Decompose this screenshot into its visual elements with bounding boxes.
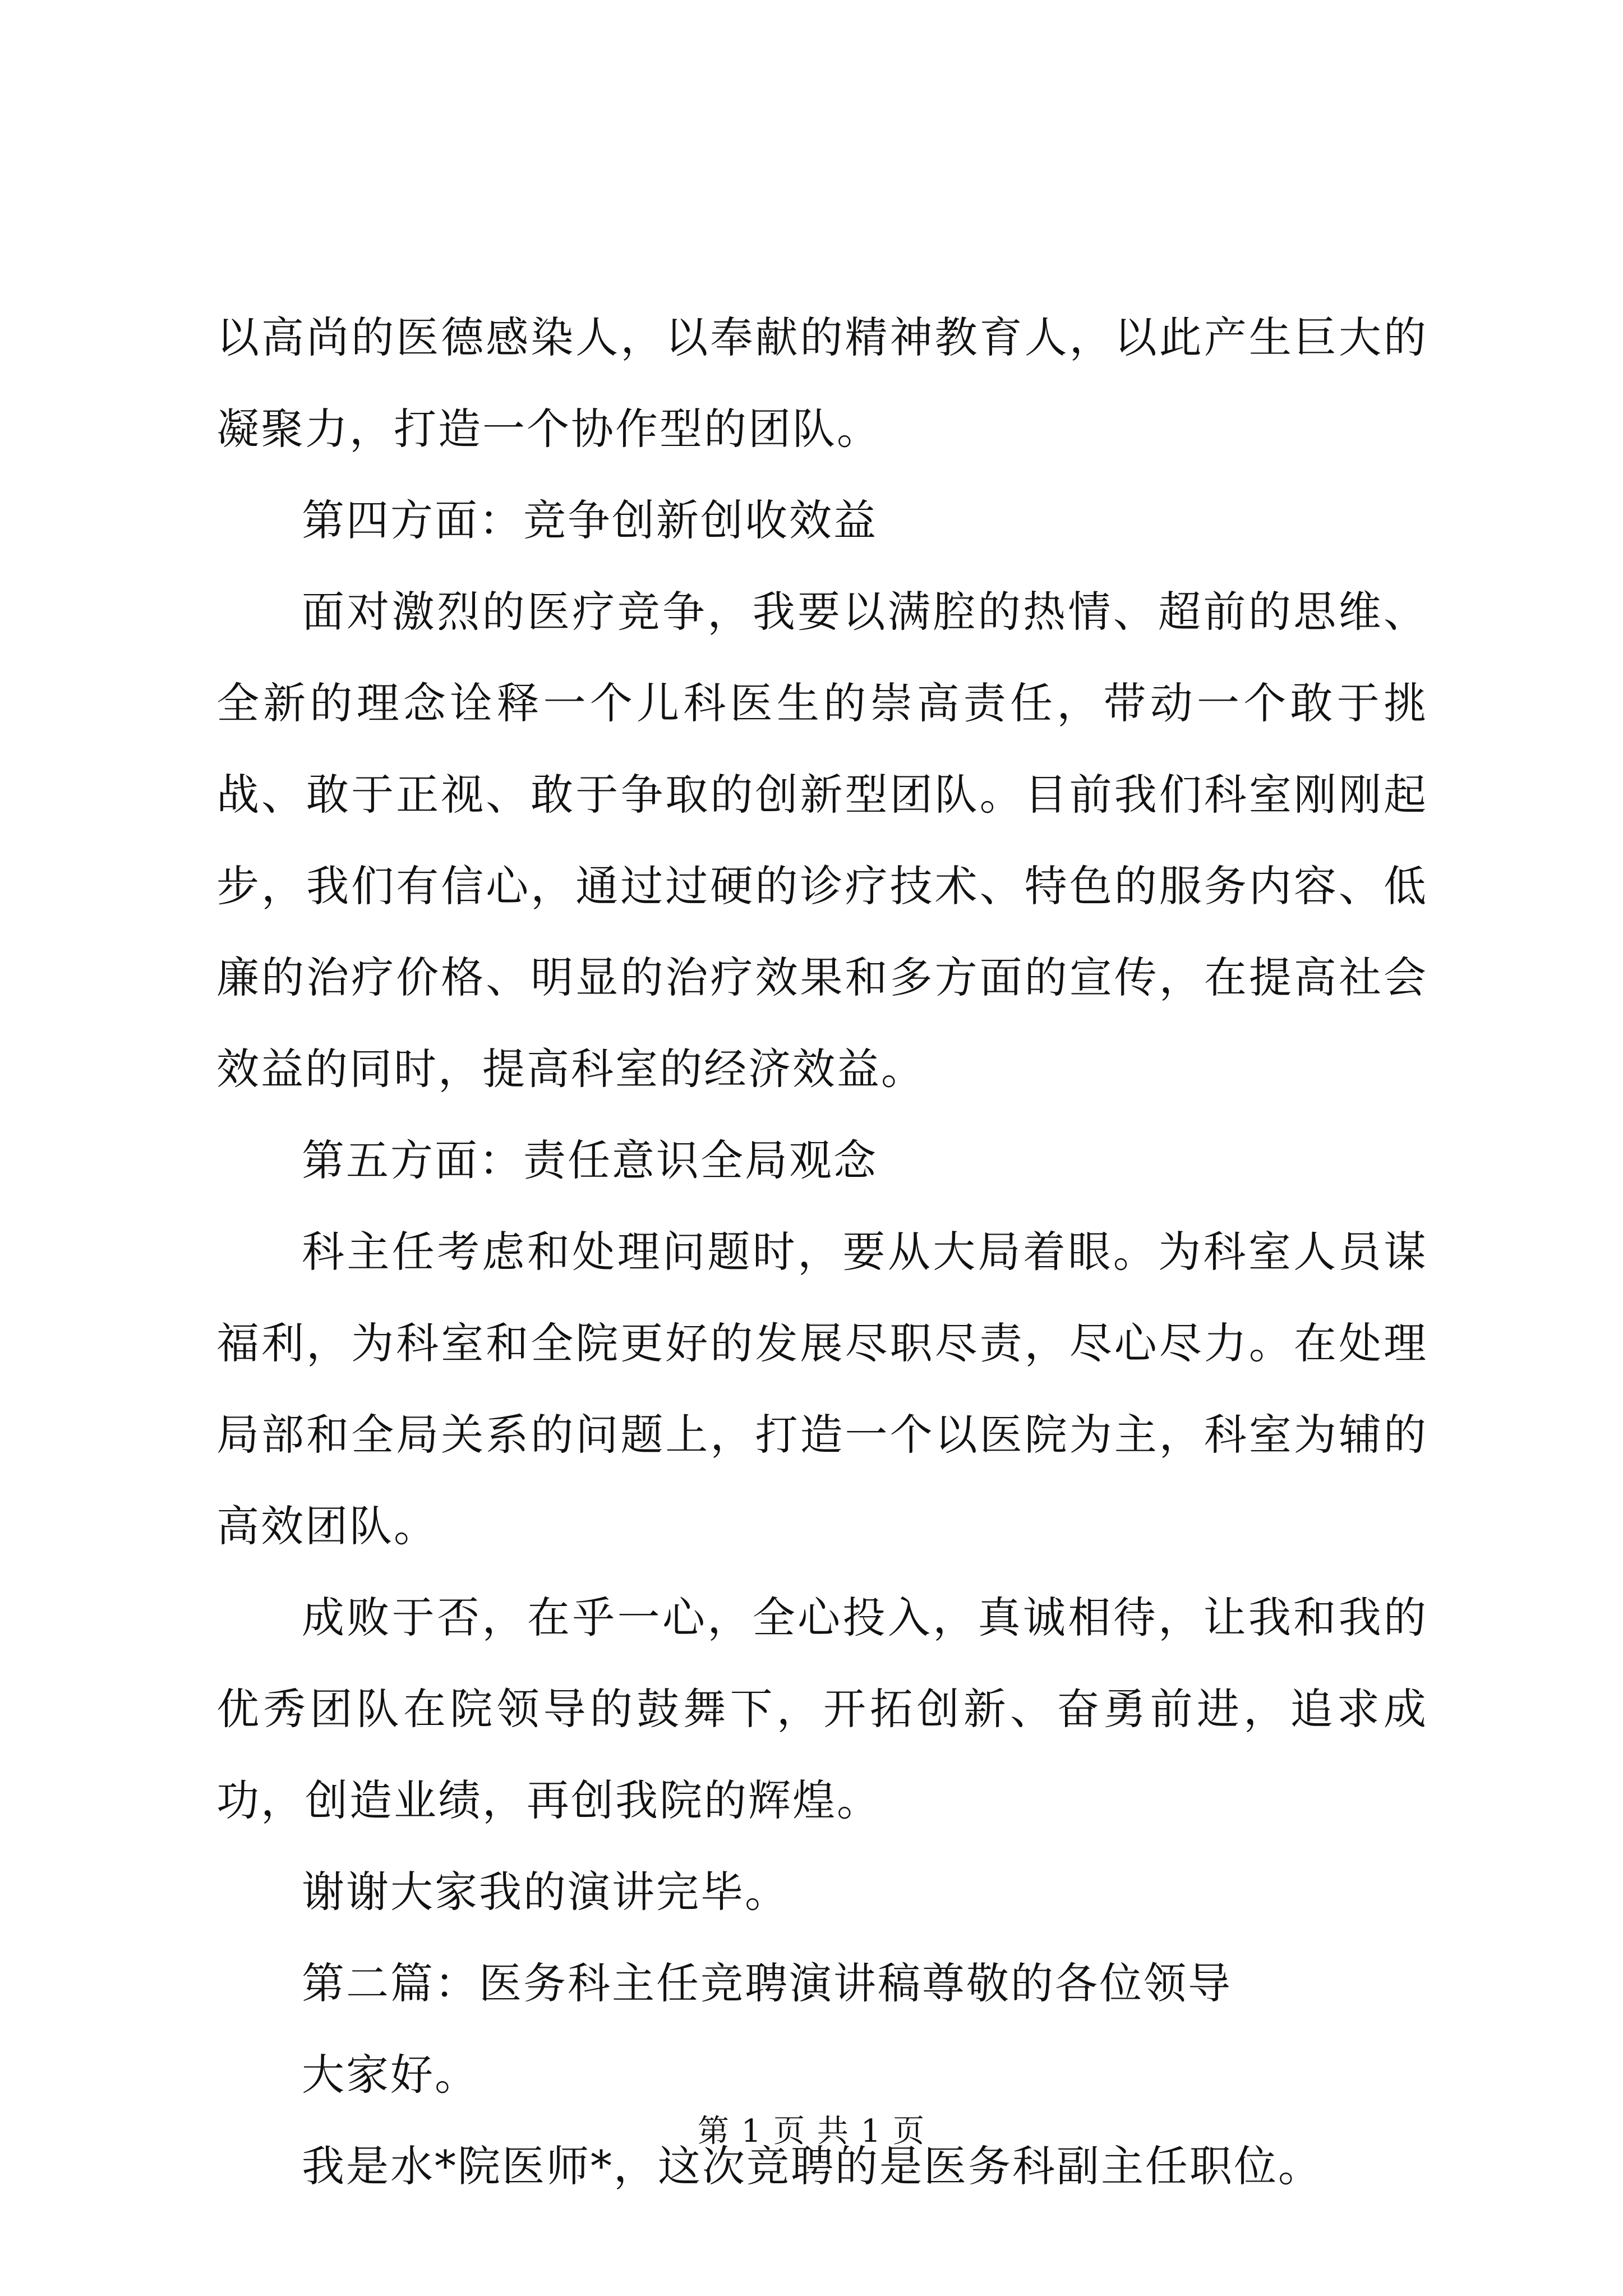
- section-heading-4: 第四方面：竞争创新创收效益: [302, 495, 878, 545]
- self-introduction-line: 我是水*院医师*，这次竞聘的是医务科副主任职位。: [302, 2141, 1322, 2191]
- second-article-title: 第二篇：医务科主任竞聘演讲稿尊敬的各位领导: [302, 1958, 1232, 2008]
- paragraph-continuation: 以高尚的医德感染人，以奉献的精神教育人，以此产生巨大的凝聚力，打造一个协作型的团队。: [216, 312, 1428, 454]
- page-footer: 第 1 页 共 1 页: [697, 2113, 926, 2150]
- paragraph-competition: 面对激烈的医疗竞争，我要以满腔的热情、超前的思维、全新的理念诠释一个儿科医生的崇高责任，带动一个敢于挑战、敢于正视、敢于争取的创新型团队。目前我们科室刚刚起步，我们有信心，通过过硬的诊疗技术、特色的服务内容、低廉的治疗价格、明显的治疗效果和多方面的宣传，在提高社会效益的同时，提高科室的经济效益。: [216, 587, 1428, 1094]
- document-body: [216, 292, 1428, 2212]
- paragraph-conclusion: 成败于否，在乎一心，全心投入，真诚相待，让我和我的优秀团队在院领导的鼓舞下，开拓创新、奋勇前进，追求成功，创造业绩，再创我院的辉煌。: [216, 1593, 1428, 1825]
- paragraph-responsibility: 科主任考虑和处理问题时，要从大局着眼。为科室人员谋福利，为科室和全院更好的发展尽职尽责，尽心尽力。在处理局部和全局关系的问题上，打造一个以医院为主，科室为辅的高效团队。: [216, 1227, 1428, 1551]
- section-heading-5: 第五方面：责任意识全局观念: [302, 1135, 878, 1185]
- closing-line: 谢谢大家我的演讲完毕。: [302, 1867, 789, 1917]
- greeting-line: 大家好。: [302, 2050, 479, 2100]
